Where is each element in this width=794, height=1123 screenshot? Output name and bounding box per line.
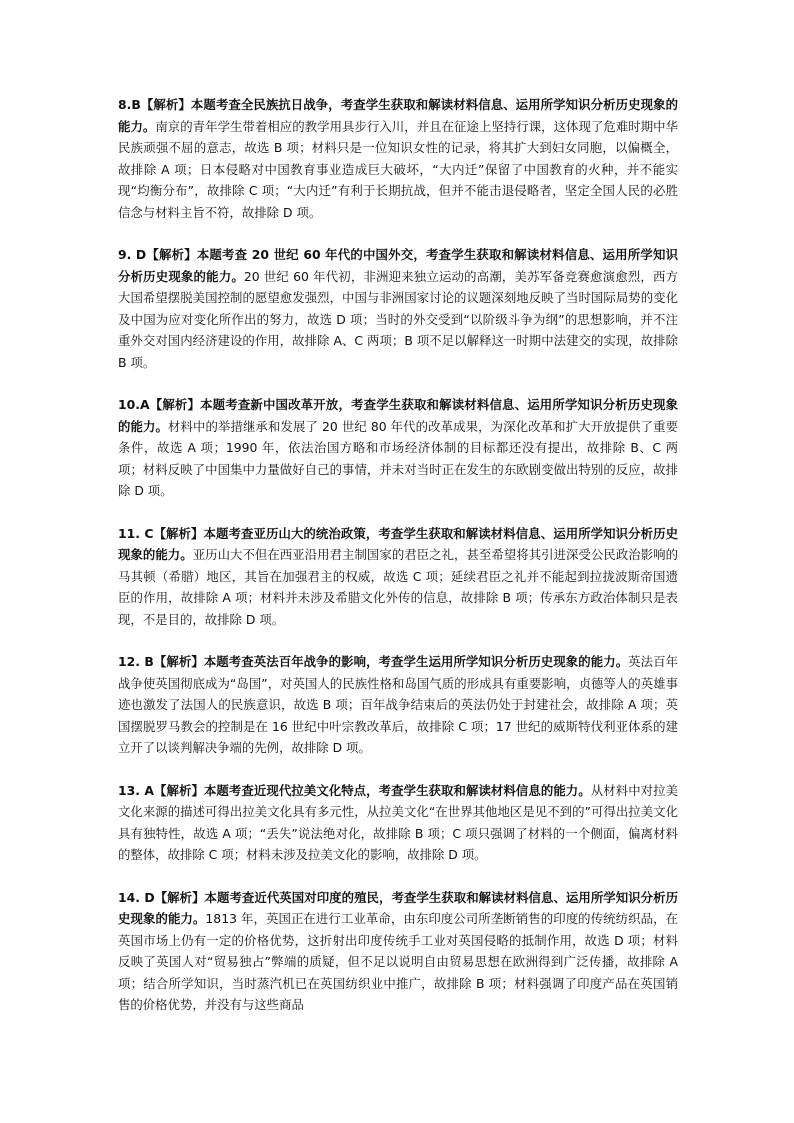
answer-item-14	[118, 887, 678, 1016]
answer-number: 10.A	[118, 397, 150, 412]
analysis-body: 英法百年战争使英国彻底成为“岛国”，对英国人的民族性格和岛国气质的形成具有重要影响，贞德等人的英雄事迹也激发了法国人的民族意识，故选 B 项；百年战争结束后的英法仍处于封建社会，故排除 A 项；英国摆脱罗马教会的控制是在 16 世纪中叶宗教改革后，故排除 C 项；17 世纪的威斯特伐利亚体系的建立开了以谈判解决争端的先例，故排除 D 项。	[118, 654, 679, 755]
answer-number: 14. D	[118, 889, 155, 905]
answer-item-8	[118, 94, 678, 223]
answer-number: 13. A	[118, 782, 154, 798]
answer-item-11	[118, 523, 678, 631]
answer-number: 11. C	[118, 525, 154, 541]
analysis-heading: 【解析】本题考查英法百年战争的影响，考查学生运用所学知识分析历史现象的能力。	[153, 654, 629, 669]
analysis-body: 从材料中对拉美文化来源的描述可得出拉美文化具有多元性，从拉美文化“在世界其他地区是见不到的”可得出拉美文化具有独特性，故选 A 项；“丢失”说法绝对化，故排除 B 项；C 项只强调了材料的一个侧面，偏离材料的整体，故排除 C 项；材料未涉及拉美文化的影响，故排除 D 项。	[118, 782, 679, 862]
analysis-body: 20 世纪 60 年代初，非洲迎来独立运动的高潮，美苏军备竞赛愈演愈烈，西方大国希望摆脱美国控制的愿望愈发强烈，中国与非洲国家讨论的议题深刻地反映了当时国际局势的变化及中国为应对变化所作出的努力，故选 D 项；当时的外交受到“以阶级斗争为纲”的思想影响，并不注重外交对国内经济建设的作用，故排除 A、C 两项；B 项不足以解释这一时期中法建交的实现，故排除 B 项。	[118, 268, 678, 370]
analysis-body: 南京的青年学生带着相应的教学用具步行入川，并且在征途上坚持行课，这体现了危难时期中华民族顽强不屈的意志，故选 B 项；材料只是一位知识女性的记录，将其扩大到妇女同胞，以偏概全，故排除 A 项；日本侵略对中国教育事业造成巨大破坏，“大内迁”保留了中国教育的火种，并不能实现“均衡分布”，故排除 C 项；“大内迁”有利于长期抗战，但并不能击退侵略者，坚定全国人民的必胜信念与材料主旨不符，故排除 D 项。	[118, 118, 679, 220]
answer-explanations	[118, 94, 678, 1037]
answer-item-13	[118, 780, 678, 866]
answer-number: 12. B	[118, 654, 154, 669]
analysis-heading: 【解析】本题考查近现代拉美文化特点，考查学生获取和解读材料信息的能力。	[153, 782, 591, 798]
answer-item-12	[118, 651, 678, 759]
analysis-body: 材料中的举措继承和发展了 20 世纪 80 年代的改革成果，为深化改革和扩大开放提供了重要条件，故选 A 项；1990 年，依法治国方略和市场经济体制的目标都还没有提出，故排除 B、C 两项；材料反映了中国集中力量做好自己的事情，并未对当时正在发生的东欧剧变做出特别的反应，故排除 D 项。	[118, 418, 679, 498]
answer-item-10	[118, 394, 678, 502]
answer-number: 9. D	[118, 247, 147, 262]
analysis-body: 1813 年，英国正在进行工业革命，由东印度公司所垄断销售的印度的传统纺织品，在英国市场上仍有一定的价格优势，这折射出印度传统手工业对英国侵略的抵制作用，故选 D 项；材料反映了英国人对“贸易独占”弊端的质疑，但不足以说明自由贸易思想在欧洲得到广泛传播，故排除 A 项；结合所学知识，当时蒸汽机已在英国纺织业中推广，故排除 B 项；材料强调了印度产品在英国销售的价格优势，并没有与这些商品	[118, 911, 678, 1012]
answer-item-9	[118, 244, 678, 373]
analysis-heading: 【解析】本题考查亚历山大的统治政策，考查学生获取和解读材料信息、运用所学知识分析历史现象的能力。	[118, 525, 679, 562]
analysis-heading: 【解析】本题考查全民族抗日战争，考查学生获取和解读材料信息、运用所学知识分析历史现象的能力。	[118, 97, 678, 134]
analysis-heading: 【解析】本题考查新中国改革开放，考查学生获取和解读材料信息、运用所学知识分析历史现象的能力。	[118, 397, 678, 434]
analysis-body: 亚历山大不但在西亚沿用君主制国家的君臣之礼，甚至希望将其引进深受公民政治影响的马其顿（希腊）地区，其旨在加强君主的权威，故选 C 项；延续君臣之礼并不能起到拉拢波斯帝国遗臣的作用，故排除 A 项；材料并未涉及希腊文化外传的信息，故排除 B 项；传承东方政治体制只是表现，不是目的，故排除 D 项。	[118, 547, 679, 627]
answer-number: 8.B	[118, 97, 141, 112]
analysis-heading: 【解析】本题考查近代英国对印度的殖民，考查学生获取和解读材料信息、运用所学知识分析历史现象的能力。	[118, 889, 678, 926]
analysis-heading: 【解析】本题考查 20 世纪 60 年代的中国外交，考查学生获取和解读材料信息、运用所学知识分析历史现象的能力。	[118, 247, 678, 284]
